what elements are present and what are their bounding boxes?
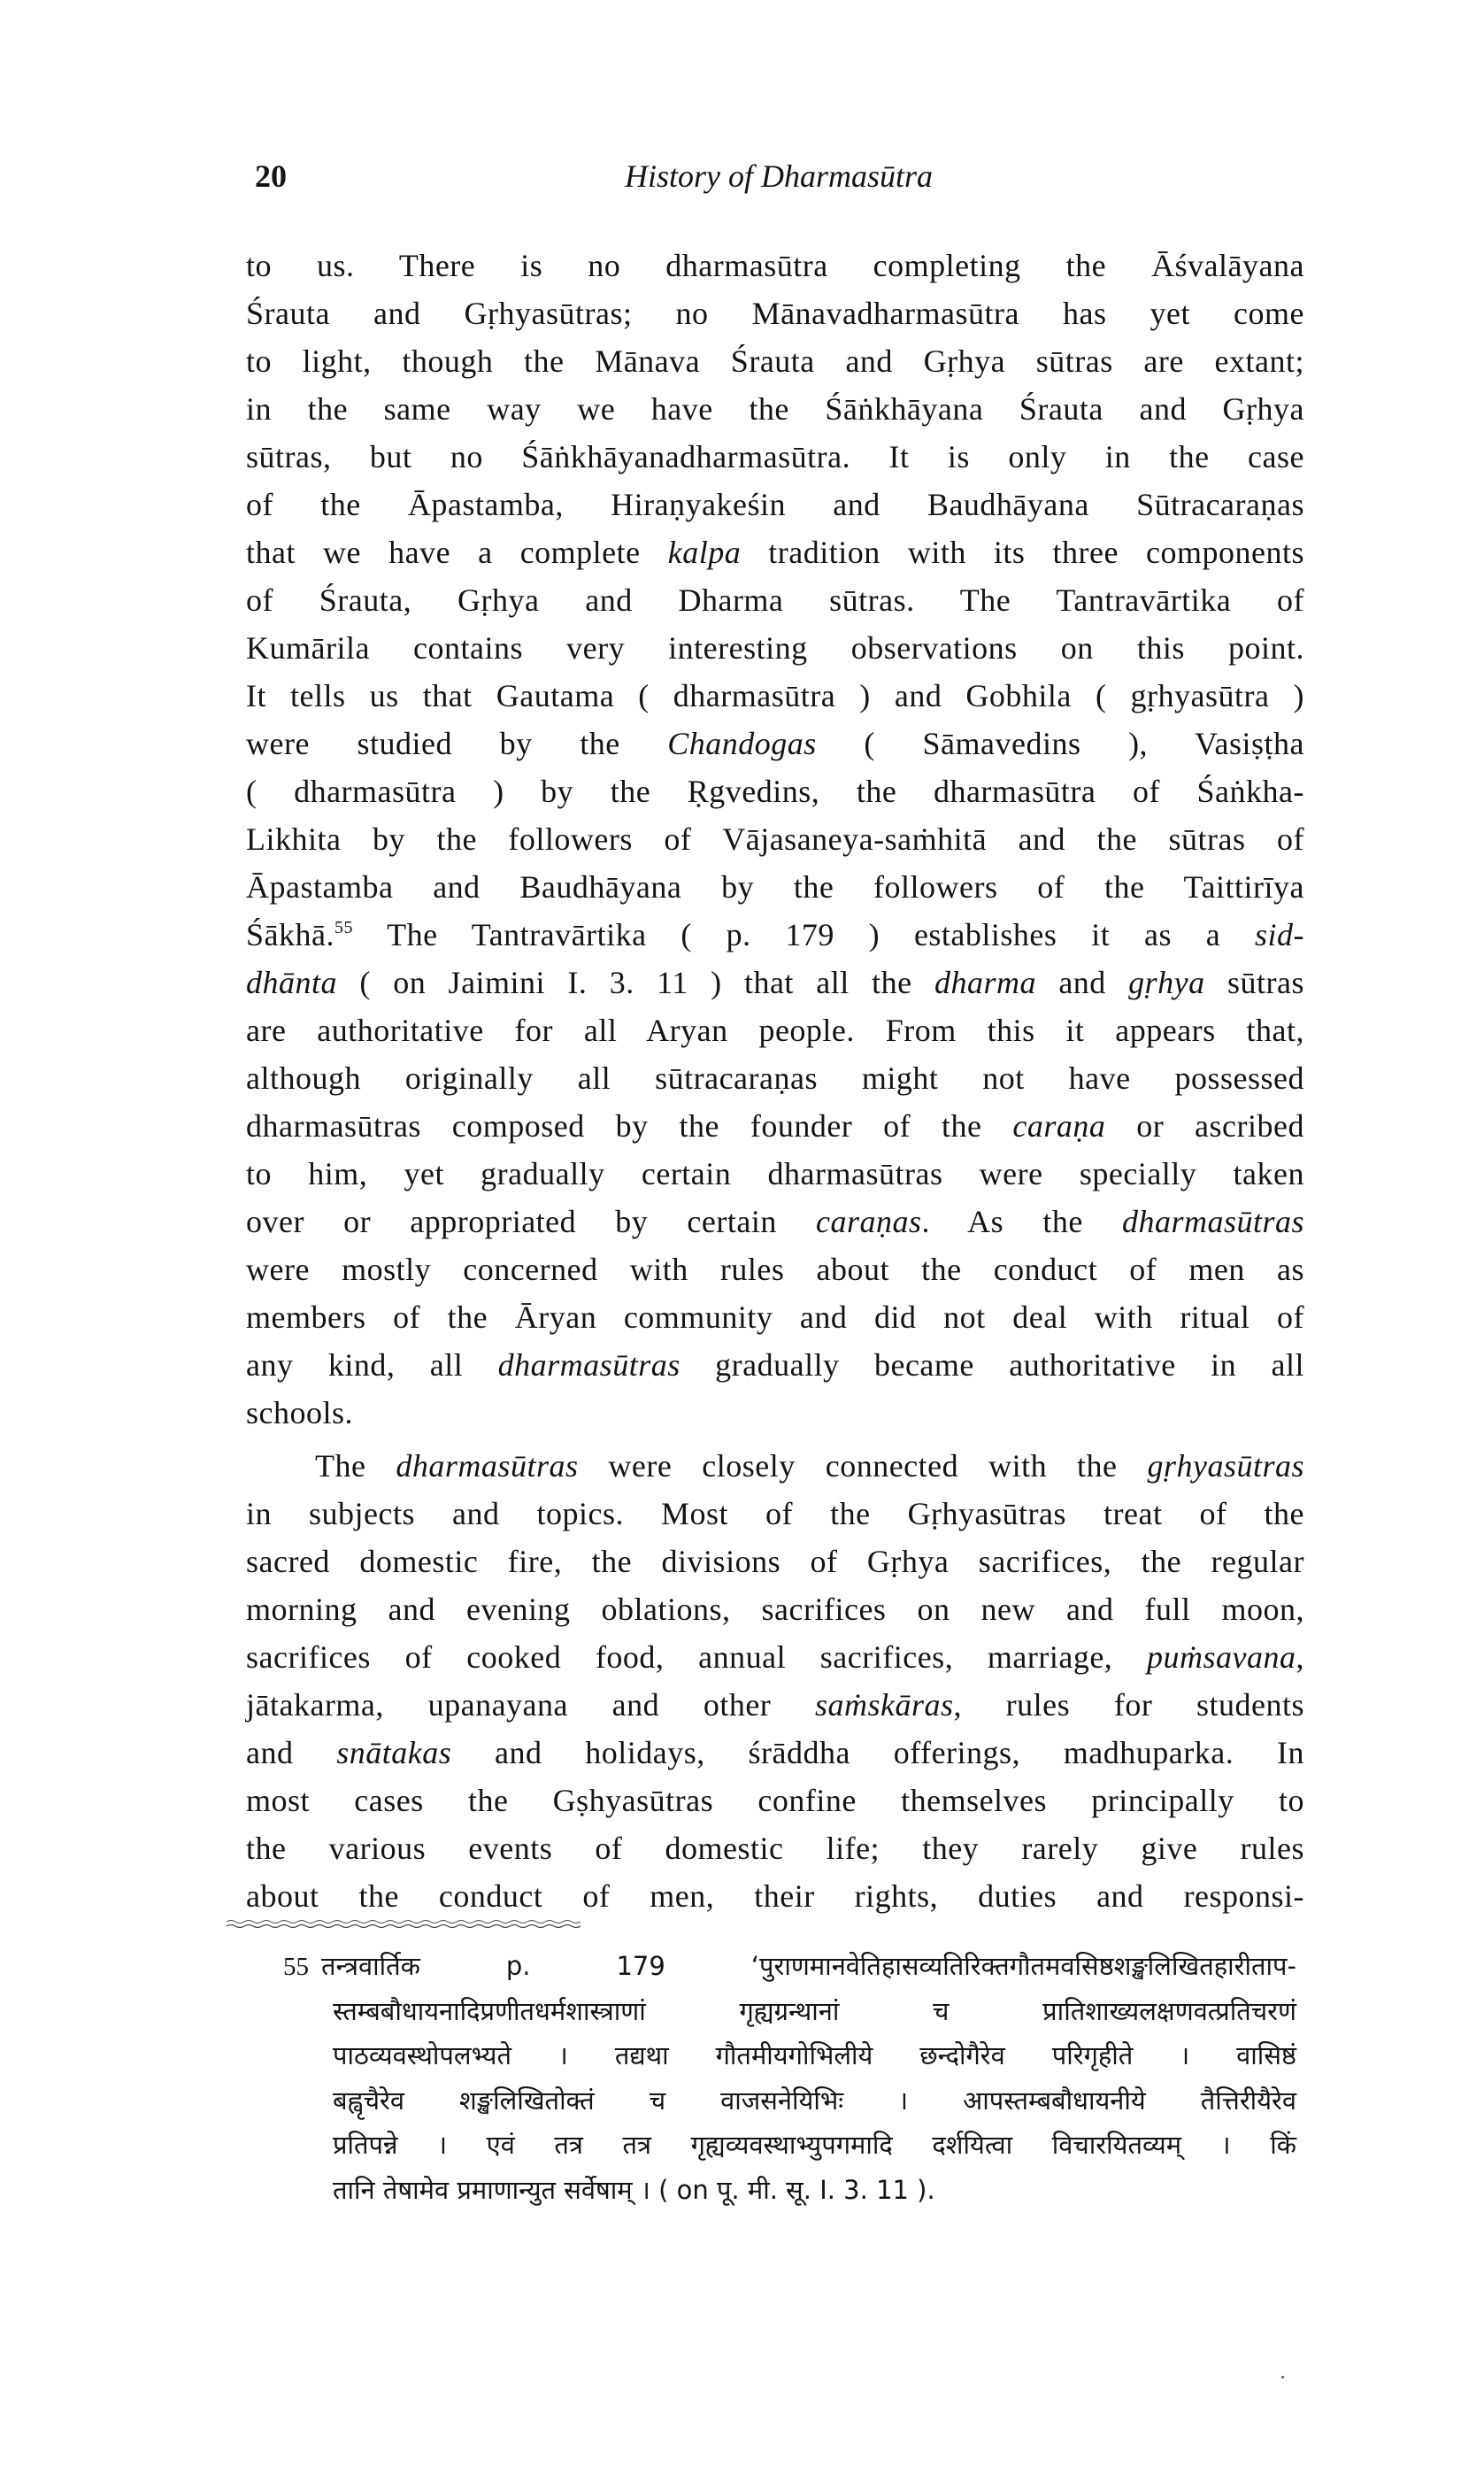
italic-term: puṁsavana <box>1147 1639 1296 1675</box>
text-run: sacrifices of cooked food, annual sacrifices, marriage, <box>246 1639 1147 1675</box>
text-run: in subjects and topics. Most of the Gṛhyasūtras treat of the <box>246 1496 1304 1531</box>
text-run: were studied by the <box>246 726 668 761</box>
text-line <box>246 1389 1304 1437</box>
text-line <box>246 1198 1304 1245</box>
text-line <box>246 911 1304 959</box>
text-run: are authoritative for all Aryan people. From this it appears that, <box>246 1013 1304 1048</box>
text-line <box>246 1538 1304 1585</box>
text-run: any kind, all <box>246 1347 498 1383</box>
text-run: , rules for students <box>953 1687 1304 1723</box>
text-run: ( on Jaimini I. 3. 11 ) that all the <box>337 965 934 1000</box>
footnote-text: पाठव्यवस्थोपलभ्यते । तद्यथा गौतमीयगोभिलीये छन्दोगैरेव परिगृहीते । वासिष्ठं <box>333 2040 1296 2071</box>
footnote-text: तन्त्रवार्तिक p. 179 ‘पुराणमानवेतिहासव्यतिरिक्तगौतमवसिष्ठशङ्खलिखितहारीताप- <box>321 1951 1296 1981</box>
text-run: to us. There is no dharmasūtra completing the Āśvalāyana <box>246 248 1304 283</box>
text-line <box>246 863 1304 911</box>
italic-term: dharmasūtras <box>396 1448 579 1484</box>
footnote-rule <box>227 1919 581 1928</box>
text-line <box>246 576 1304 624</box>
text-run: ( Sāmavedins ), Vasiṣṭha <box>816 726 1304 761</box>
footnote <box>283 1944 1296 2213</box>
text-run: of the Āpastamba, Hiraṇyakeśin and Baudhāyana Sūtracaraṇas <box>246 487 1304 522</box>
running-title: History of Dharmasūtra <box>624 158 934 194</box>
text-line <box>246 959 1304 1006</box>
page-number: 20 <box>255 158 287 194</box>
text-line <box>246 1729 1304 1777</box>
text-run: the various events of domestic life; they rarely give rules <box>246 1831 1304 1866</box>
text-line <box>246 1777 1304 1824</box>
text-run: tradition with its three components <box>741 535 1304 570</box>
text-run: It tells us that Gautama ( dharmasūtra ) and Gobhila ( gṛhyasūtra ) <box>246 678 1304 713</box>
text-line <box>246 481 1304 528</box>
text-run: . As the <box>921 1204 1122 1239</box>
text-run: The Tantravārtika ( p. 179 ) establishes it as a <box>352 917 1255 952</box>
text-line <box>246 720 1304 767</box>
text-run: sūtras, but no Śāṅkhāyanadharmasūtra. It is only in the case <box>246 439 1304 474</box>
italic-term: dharmasūtras <box>1121 1204 1304 1239</box>
footnote-line <box>283 2078 1296 2124</box>
text-run: in the same way we have the Śāṅkhāyana Śrauta and Gṛhya <box>246 391 1304 427</box>
text-run: Likhita by the followers of Vājasaneya-saṁhitā and the sūtras of <box>246 821 1304 857</box>
text-run: and holidays, śrāddha offerings, madhuparka. In <box>451 1735 1304 1770</box>
text-run: Kumārila contains very interesting observations on this point. <box>246 630 1304 666</box>
text-line <box>246 242 1304 289</box>
text-line <box>246 289 1304 337</box>
text-line <box>246 1102 1304 1150</box>
text-line <box>246 528 1304 576</box>
italic-term: caraṇas <box>816 1204 922 1239</box>
italic-term: dharma <box>934 965 1036 1000</box>
text-line <box>246 1054 1304 1102</box>
text-run: Śākhā. <box>246 917 334 952</box>
running-head <box>248 152 1310 200</box>
footnote-line <box>283 2123 1296 2168</box>
italic-term: caraṇa <box>1012 1108 1106 1144</box>
scan-speck <box>1281 2376 1284 2378</box>
footnote-text: तानि तेषामेव प्रमाणान्युत सर्वेषाम् । ( on पू. मी. सू. I. 3. 11 ). <box>333 2174 935 2205</box>
text-line <box>246 1633 1304 1681</box>
text-run: over or appropriated by certain <box>246 1204 817 1239</box>
text-run: most cases the Gṣhyasūtras confine themselves principally to <box>246 1783 1304 1818</box>
italic-term: saṁskāras <box>814 1687 954 1723</box>
text-line <box>246 1293 1304 1341</box>
italic-term: gṛhyasūtras <box>1147 1448 1305 1484</box>
text-line <box>246 385 1304 433</box>
footnote-line <box>283 1944 1296 1989</box>
text-run: were mostly concerned with rules about the conduct of men as <box>246 1252 1304 1287</box>
text-run: that we have a complete <box>246 535 668 570</box>
text-run: schools. <box>246 1395 353 1430</box>
footnote-text: स्तम्बबौधायनादिप्रणीतधर्मशास्त्राणां गृह्यग्रन्थानां च प्रातिशाख्यलक्षणवत्प्रतिचरणं <box>333 1995 1296 2026</box>
italic-term: dhānta <box>246 965 338 1000</box>
text-run: to light, though the Mānava Śrauta and Gṛhya sūtras are extant; <box>246 343 1304 379</box>
footnote-line <box>283 1989 1296 2034</box>
text-run: morning and evening oblations, sacrifices on new and full moon, <box>246 1592 1304 1627</box>
text-line <box>246 1341 1304 1389</box>
text-run: gradually became authoritative in all <box>680 1347 1304 1383</box>
footnote-text: प्रतिपन्ने । एवं तत्र तत्र गृह्यव्यवस्थाभ्युपगमादि दर्शयित्वा विचारयितव्यम् । किं <box>333 2130 1296 2161</box>
text-run: Śrauta and Gṛhyasūtras; no Mānavadharmasūtra has yet come <box>246 296 1304 331</box>
text-run: or ascribed <box>1105 1108 1304 1144</box>
text-line <box>246 672 1304 720</box>
text-run: and <box>246 1735 337 1770</box>
footnote-line <box>283 2033 1296 2078</box>
text-run: of Śrauta, Gṛhya and Dharma sūtras. The Tantravārtika of <box>246 582 1304 618</box>
footnote-text: बह्वृचैरेव शङ्खलिखितोक्तं च वाजसनेयिभिः । आपस्तम्बबौधायनीये तैत्तिरीयैरेव <box>333 2085 1296 2116</box>
text-line <box>246 1872 1304 1920</box>
text-run: although originally all sūtracaraṇas might not have possessed <box>246 1060 1304 1096</box>
text-run: sacred domestic fire, the divisions of Gṛhya sacrifices, the regular <box>246 1544 1304 1579</box>
italic-term: sid- <box>1255 917 1304 952</box>
text-run: sūtras <box>1204 965 1304 1000</box>
text-line <box>246 1245 1304 1293</box>
italic-term: dharmasūtras <box>497 1347 680 1383</box>
body-text <box>246 242 1304 1920</box>
text-line <box>246 767 1304 815</box>
text-line <box>246 1824 1304 1872</box>
italic-term: gṛhya <box>1128 965 1205 1000</box>
text-line <box>246 1490 1304 1538</box>
text-line <box>246 1442 1304 1490</box>
text-line <box>246 337 1304 385</box>
footnote-reference: 55 <box>334 918 353 937</box>
text-line <box>246 433 1304 481</box>
text-run: dharmasūtras composed by the founder of the <box>246 1108 1013 1144</box>
text-run: and <box>1035 965 1129 1000</box>
text-run: were closely connected with the <box>578 1448 1148 1484</box>
italic-term: Chandogas <box>667 726 817 761</box>
italic-term: snātakas <box>336 1735 452 1770</box>
text-line <box>246 1006 1304 1054</box>
footnote-number: 55 <box>283 1953 309 1981</box>
text-run: The <box>315 1448 396 1484</box>
text-run: to him, yet gradually certain dharmasūtras were specially taken <box>246 1156 1304 1191</box>
text-run: ( dharmasūtra ) by the Ṛgvedins, the dharmasūtra of Śaṅkha- <box>246 774 1304 809</box>
text-run: , <box>1296 1639 1304 1675</box>
italic-term: kalpa <box>667 535 742 570</box>
text-run: jātakarma, upanayana and other <box>246 1687 815 1723</box>
text-run: Āpastamba and Baudhāyana by the followers of the Taittirīya <box>246 869 1304 905</box>
footnote-line <box>283 2168 1296 2213</box>
text-line <box>246 1681 1304 1729</box>
text-line <box>246 1150 1304 1198</box>
text-line <box>246 815 1304 863</box>
text-line <box>246 1585 1304 1633</box>
text-run: members of the Āryan community and did not deal with ritual of <box>246 1299 1304 1335</box>
text-line <box>246 624 1304 672</box>
text-run: about the conduct of men, their rights, duties and responsi- <box>246 1878 1304 1914</box>
